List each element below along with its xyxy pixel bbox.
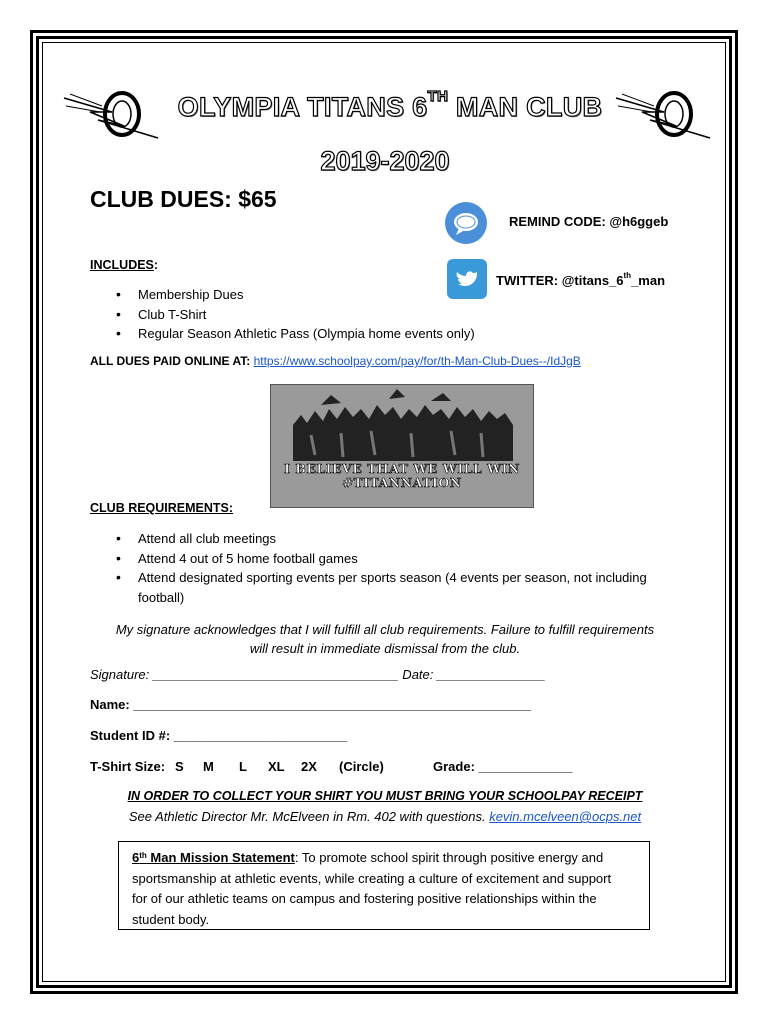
list-item: • Attend designated sporting events per sports season (4 events per season, not including football) xyxy=(90,568,647,607)
schoolpay-link[interactable]: https://www.schoolpay.com/pay/for/th-Man-Club-Dues--/IdJgB xyxy=(253,354,581,368)
requirements-list xyxy=(90,529,647,607)
mission-title: 6th Man Mission Statement xyxy=(132,850,295,865)
student-id-field[interactable]: Student ID #: ________________________ xyxy=(90,728,348,743)
signature-date-field[interactable]: Signature: __________________________________ Date: _______________ xyxy=(90,667,546,682)
twitter-handle: TWITTER: @titans_6th_man xyxy=(496,271,666,288)
payment-line: ALL DUES PAID ONLINE AT: https://www.schoolpay.com/pay/for/th-Man-Club-Dues--/IdJgB xyxy=(90,354,581,368)
questions-line: See Athletic Director Mr. McElveen in Rm. 402 with questions. kevin.mcelveen@ocps.net xyxy=(128,809,642,824)
size-option-l[interactable]: L xyxy=(239,759,247,774)
requirements-heading: CLUB REQUIREMENTS: xyxy=(90,501,234,515)
list-item: • Club T-Shirt xyxy=(90,305,475,325)
school-year: 2019-2020 xyxy=(320,146,450,176)
size-option-m[interactable]: M xyxy=(203,759,214,774)
mission-statement: 6th Man Mission Statement: To promote school spirit through positive energy and sportsmanship at athletic events, while creating a culture of excitement and support for of our athletic teams on campus and fostering positive relationships within the student body. xyxy=(132,850,612,927)
tshirt-size-label: T-Shirt Size: xyxy=(90,759,166,774)
list-item: • Membership Dues xyxy=(90,285,475,305)
email-link[interactable]: kevin.mcelveen@ocps.net xyxy=(489,809,642,824)
size-option-2x[interactable]: 2X xyxy=(301,759,317,774)
list-item: • Regular Season Athletic Pass (Olympia home events only) xyxy=(90,324,475,344)
includes-heading: INCLUDES: xyxy=(90,258,159,272)
grade-field[interactable]: Grade: _____________ xyxy=(433,759,573,774)
size-option-s[interactable]: S xyxy=(175,759,184,774)
remind-code: REMIND CODE: @h6ggeb xyxy=(509,214,669,229)
mission-statement-box xyxy=(118,841,650,930)
size-option-xl[interactable]: XL xyxy=(268,759,285,774)
list-item: • Attend all club meetings xyxy=(90,529,647,549)
acknowledgement-text: My signature acknowledges that I will fulfill all club requirements. Failure to fulfill requirements will result in immediate dismissal from the club. xyxy=(115,622,655,656)
name-field[interactable]: Name: _______________________________________________________ xyxy=(90,697,531,712)
crowd-photo-icon xyxy=(271,385,533,461)
club-dues: CLUB DUES: $65 xyxy=(90,186,277,212)
banner-line-1: I BELIEVE THAT WE WILL WIN xyxy=(284,461,520,476)
circle-instruction: (Circle) xyxy=(339,759,384,774)
remind-icon xyxy=(445,202,487,244)
page-title: OLYMPIA TITANS 6TH MAN CLUB xyxy=(177,88,603,122)
includes-list xyxy=(90,285,475,344)
titans-logo-left-icon xyxy=(62,86,162,142)
list-item: • Attend 4 out of 5 home football games xyxy=(90,549,647,569)
titans-logo-right-icon xyxy=(614,86,714,142)
titan-nation-banner xyxy=(270,384,534,508)
receipt-notice: IN ORDER TO COLLECT YOUR SHIRT YOU MUST BRING YOUR SCHOOLPAY RECEIPT xyxy=(127,789,643,803)
banner-line-2: #TITANNATION xyxy=(342,475,462,490)
